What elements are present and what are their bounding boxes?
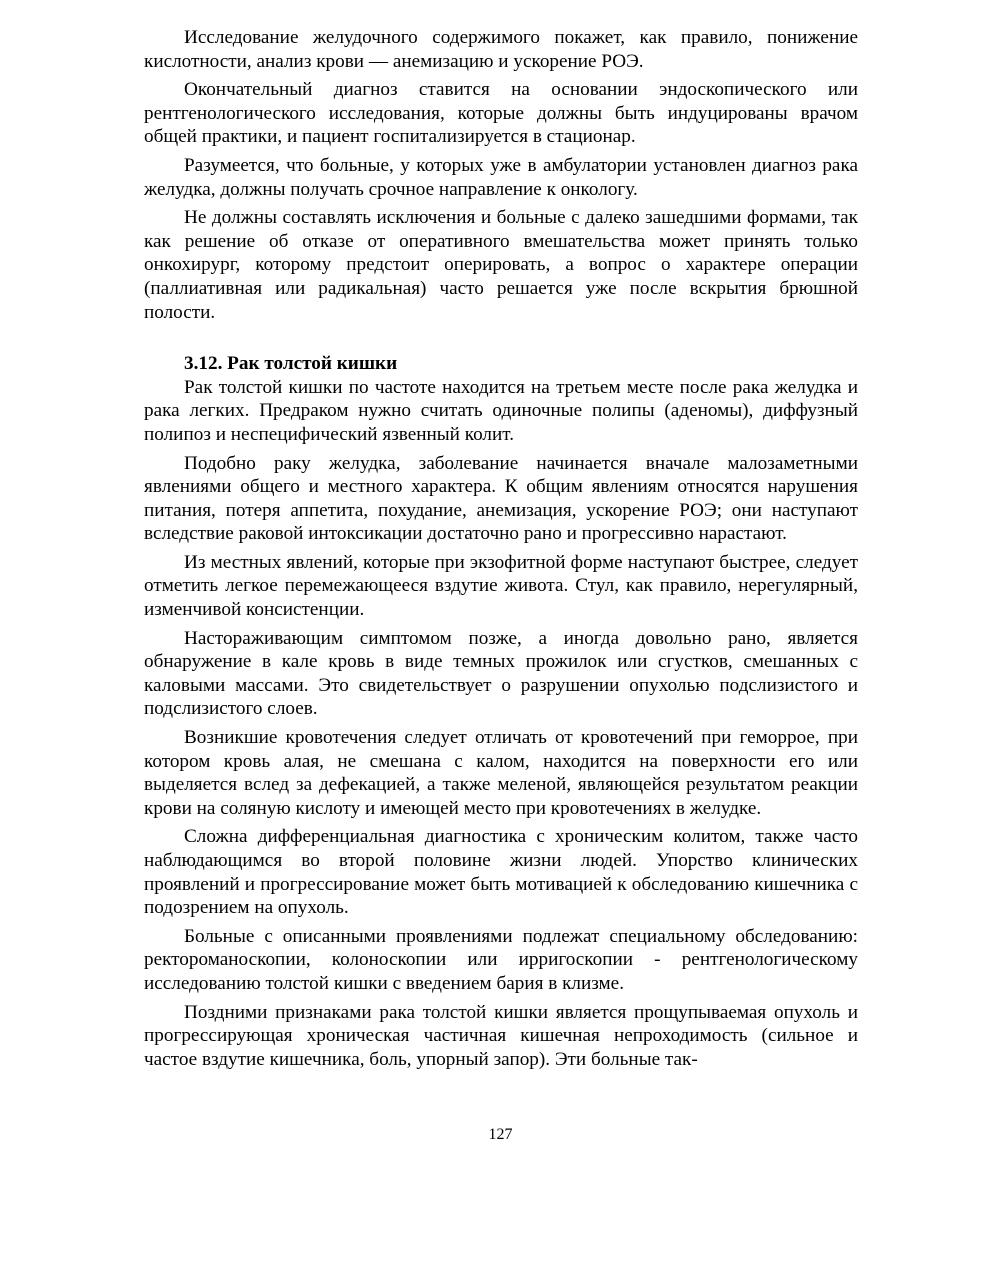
paragraph: Больные с описанными проявлениями подлежат специальному обследованию: ректороманоскопии, колоноскопии или ирригоскопии - рентгенологическому исследованию толстой кишки с введением бария в клизме. xyxy=(144,925,858,994)
paragraph: Возникшие кровотечения следует отличать от кровотечений при геморрое, при котором кровь алая, не смешана с калом, находится на поверхности его или выделяется вслед за дефекацией, а также меленой, являющейся результатом реакции крови на соляную кислоту и имеющей место при кровотечениях в желудке. xyxy=(144,727,858,819)
page-number: 127 xyxy=(488,1126,513,1143)
paragraph: Настораживающим симптомом позже, а иногда довольно рано, является обнаружение в кале кровь в виде темных прожилок или сгустков, смешанных с каловыми массами. Это свидетельствует о разрушении опухолью подслизистого и подслизистого слоев. xyxy=(144,627,858,720)
section-heading: 3.12. Рак толстой кишки xyxy=(184,353,398,375)
page-body xyxy=(144,26,858,1076)
paragraph: Поздними признаками рака толстой кишки является прощупываемая опухоль и прогрессирующая хроническая частичная кишечная непроходимость (сильное и частое вздутие кишечника, боль, упорный запор). Эти больные так- xyxy=(144,1001,858,1070)
paragraph: Из местных явлений, которые при экзофитной форме наступают быстрее, следует отметить легкое перемежающееся вздутие живота. Стул, как правило, нерегулярный, изменчивой консистенции. xyxy=(144,551,858,621)
paragraph: Подобно раку желудка, заболевание начинается вначале малозаметными явлениями общего и местного характера. К общим явлениям относятся нарушения питания, потеря аппетита, похудание, анемизация, ускорение РОЭ; они наступают вследствие раковой интоксикации достаточно рано и прогрессивно нарастают. xyxy=(144,452,858,545)
paragraph: Окончательный диагноз ставится на основании эндоскопического или рентгенологического исследования, которые должны быть индуцированы врачом общей практики, и пациент госпитализируется в стационар. xyxy=(144,79,858,148)
paragraph: Рак толстой кишки по частоте находится на третьем месте после рака желудка и рака легких. Предраком нужно считать одиночные полипы (аденомы), диффузный полипоз и неспецифический язвенный колит. xyxy=(144,376,858,445)
paragraph: Исследование желудочного содержимого покажет, как правило, понижение кислотности, анализ крови — анемизацию и ускорение РОЭ. xyxy=(144,27,858,72)
paragraph: Сложна дифференциальная диагностика с хроническим колитом, также часто наблюдающимся во второй половине жизни людей. Упорство клинических проявлений и прогрессирование может быть мотивацией к обследованию кишечника с подозрением на опухоль. xyxy=(144,826,858,919)
paragraph: Не должны составлять исключения и больные с далеко зашедшими формами, так как решение об отказе от оперативного вмешательства может принять только онкохирург, которому предстоит оперировать, а вопрос о характере операции (паллиативная или радикальная) часто решается уже после вскрытия брюшной полости. xyxy=(144,207,858,323)
paragraph: Разумеется, что больные, у которых уже в амбулатории установлен диагноз рака желудка, должны получать срочное направление к онкологу. xyxy=(144,154,858,200)
